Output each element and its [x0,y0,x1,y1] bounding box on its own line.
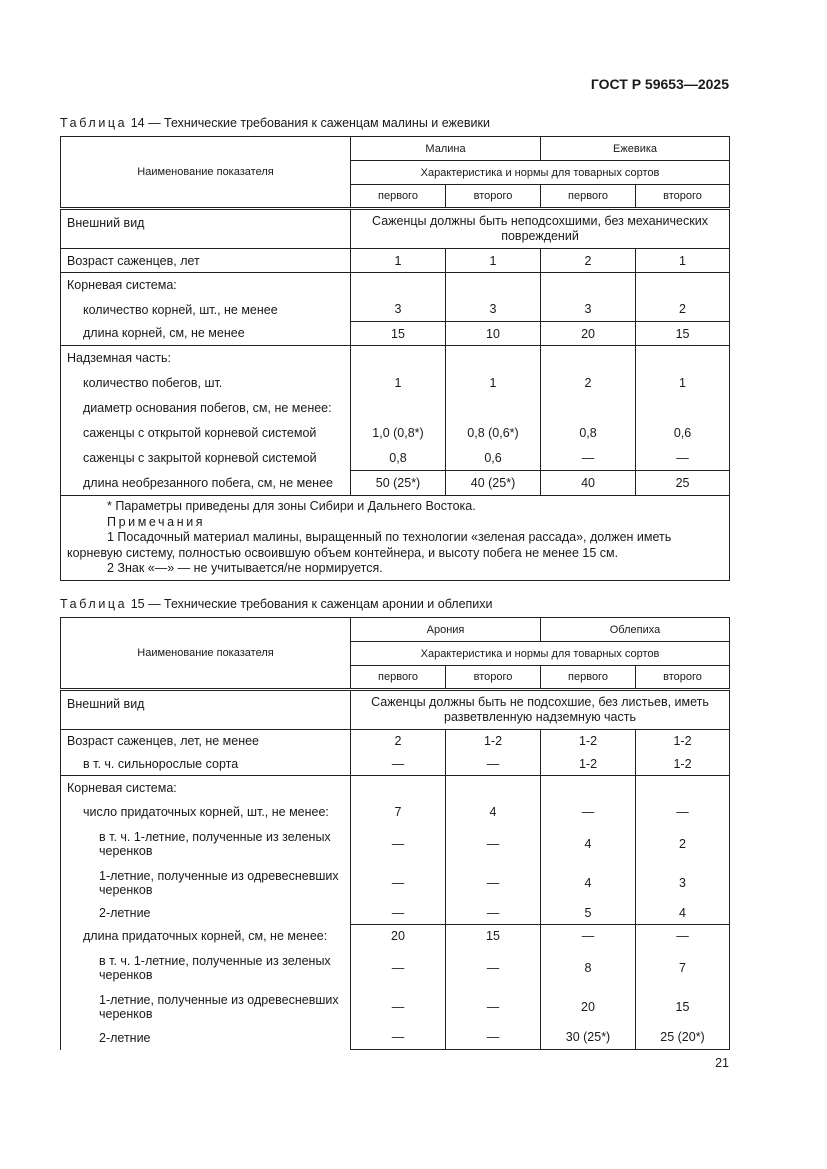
cell: 4 [541,824,636,864]
document-code: ГОСТ Р 59653—2025 [590,76,729,92]
cell: 2 [541,371,636,396]
row-label: длина необрезанного побега, см, не менее [61,471,351,496]
row-value: Саженцы должны быть не подсохшие, без листьев, иметь разветвленную надземную часть [351,690,730,730]
cell: 15 [351,322,446,346]
table-row [61,948,730,988]
cell: — [541,446,636,471]
cell: 0,6 [636,421,730,446]
cell: 2 [351,730,446,753]
cell: 1-2 [636,730,730,753]
row-label: длина придаточных корней, см, не менее: [61,925,351,948]
cell: — [446,753,541,776]
table15-header-characteristic: Характеристика и нормы для товарных сортов [351,642,730,666]
table-row [61,864,730,902]
cell: — [636,446,730,471]
table-row [61,298,730,322]
table-row [61,824,730,864]
row-label: в т. ч. 1-летние, полученные из зеленых черенков [61,824,351,864]
table15-caption-word: Таблица [60,597,128,611]
cell: 3 [351,298,446,322]
table14-notes-row [61,496,730,581]
cell: 1-2 [541,753,636,776]
cell: 20 [541,988,636,1026]
table-row [61,446,730,471]
note-1: 1 Посадочный материал малины, выращенный по технологии «зеленая рассада», должен иметь корневую систему, полностью освоившую объем контейнера, и высоту побега не менее 15 см. [67,530,672,560]
cell: 1 [351,371,446,396]
cell: 20 [541,322,636,346]
table-row [61,730,730,753]
cell: — [446,902,541,925]
table-row [61,322,730,346]
notes-title: Примечания [107,514,206,529]
row-label: 2-летние [61,1026,351,1050]
cell: 2 [636,824,730,864]
cell: — [446,1026,541,1050]
cell: — [351,824,446,864]
cell: 4 [446,800,541,824]
cell: 8 [541,948,636,988]
cell: 1,0 (0,8*) [351,421,446,446]
cell: 3 [636,864,730,902]
cell: 2 [541,249,636,273]
cell: — [541,925,636,948]
row-label: число придаточных корней, шт., не менее: [61,800,351,824]
table15-header-crop-sea-buckthorn: Облепиха [541,618,730,642]
row-label: в т. ч. 1-летние, полученные из зеленых черенков [61,948,351,988]
table-row [61,776,730,800]
cell: 1-2 [446,730,541,753]
page-number: 21 [715,1056,729,1070]
cell: 0,8 (0,6*) [446,421,541,446]
cell: — [446,864,541,902]
table-row [61,925,730,948]
row-label: 1-летние, полученные из одревесневших черенков [61,988,351,1026]
cell: 40 (25*) [446,471,541,496]
cell: 3 [446,298,541,322]
cell: 7 [351,800,446,824]
table-row [61,396,730,421]
table14-header-name: Наименование показателя [61,137,351,209]
table14 [60,136,730,581]
row-label: саженцы с открытой корневой системой [61,421,351,446]
cell: 1-2 [636,753,730,776]
cell: — [446,948,541,988]
table-row [61,371,730,396]
table15-header-crop-aronia: Арония [351,618,541,642]
cell: 0,8 [351,446,446,471]
cell: — [351,753,446,776]
cell: 25 (20*) [636,1026,730,1050]
cell: 4 [541,864,636,902]
row-label: Корневая система: [61,273,351,298]
cell: — [351,988,446,1026]
cell: — [446,988,541,1026]
row-label: в т. ч. сильнорослые сорта [61,753,351,776]
table14-caption-word: Таблица [60,116,128,130]
row-label: Возраст саженцев, лет [61,249,351,273]
cell: 3 [541,298,636,322]
row-label: Надземная часть: [61,346,351,371]
table-row [61,753,730,776]
table14-caption [60,116,490,130]
table15-header-grade: первого [351,666,446,690]
row-label: диаметр основания побегов, см, не менее: [61,396,351,421]
cell: — [351,864,446,902]
cell: 1 [636,249,730,273]
table15-header-grade: первого [541,666,636,690]
cell: 1 [446,249,541,273]
table14-header-crop-blackberry: Ежевика [541,137,730,161]
table15-header-grade: второго [636,666,730,690]
cell: 0,8 [541,421,636,446]
row-label: 1-летние, полученные из одревесневших черенков [61,864,351,902]
table-row [61,346,730,371]
table-row [61,209,730,249]
cell: 15 [636,988,730,1026]
row-value: Саженцы должны быть неподсохшими, без механических повреждений [351,209,730,249]
table-row [61,800,730,824]
table14-caption-text: 14 — Технические требования к саженцам малины и ежевики [127,116,490,130]
row-label: количество корней, шт., не менее [61,298,351,322]
table14-notes [61,496,730,581]
table15-caption-text: 15 — Технические требования к саженцам аронии и облепихи [127,597,493,611]
cell: 2 [636,298,730,322]
row-label: 2-летние [61,902,351,925]
cell: 7 [636,948,730,988]
cell: 1-2 [541,730,636,753]
cell: 5 [541,902,636,925]
cell: 15 [636,322,730,346]
table14-header-crop-raspberry: Малина [351,137,541,161]
cell: 1 [351,249,446,273]
cell: — [636,800,730,824]
cell: 1 [636,371,730,396]
row-label: длина корней, см, не менее [61,322,351,346]
table-row [61,690,730,730]
row-label: Внешний вид [61,209,351,249]
cell: 50 (25*) [351,471,446,496]
row-label: Внешний вид [61,690,351,730]
cell: — [446,824,541,864]
cell: 25 [636,471,730,496]
table-row [61,988,730,1026]
cell: — [351,1026,446,1050]
cell: 10 [446,322,541,346]
table14-header-grade: второго [446,185,541,209]
cell: 15 [446,925,541,948]
table-row [61,421,730,446]
table-row [61,249,730,273]
table-row [61,471,730,496]
table14-header-grade: второго [636,185,730,209]
row-label: количество побегов, шт. [61,371,351,396]
footnote: * Параметры приведены для зоны Сибири и Дальнего Востока. [107,499,476,513]
table-row [61,902,730,925]
table15 [60,617,730,1050]
table-row [61,273,730,298]
cell: 40 [541,471,636,496]
cell: — [636,925,730,948]
table15-header-name: Наименование показателя [61,618,351,690]
cell: 4 [636,902,730,925]
row-label: саженцы с закрытой корневой системой [61,446,351,471]
cell: — [351,948,446,988]
row-label: Корневая система: [61,776,351,800]
cell: 1 [446,371,541,396]
row-label: Возраст саженцев, лет, не менее [61,730,351,753]
table15-header-grade: второго [446,666,541,690]
table14-header-characteristic: Характеристика и нормы для товарных сортов [351,161,730,185]
cell: — [351,902,446,925]
cell: 20 [351,925,446,948]
table-row [61,1026,730,1050]
cell: 0,6 [446,446,541,471]
table14-header-grade: первого [541,185,636,209]
table14-header-grade: первого [351,185,446,209]
cell: — [541,800,636,824]
cell: 30 (25*) [541,1026,636,1050]
table15-caption [60,597,493,611]
note-2: 2 Знак «—» — не учитывается/не нормируется. [107,561,383,576]
